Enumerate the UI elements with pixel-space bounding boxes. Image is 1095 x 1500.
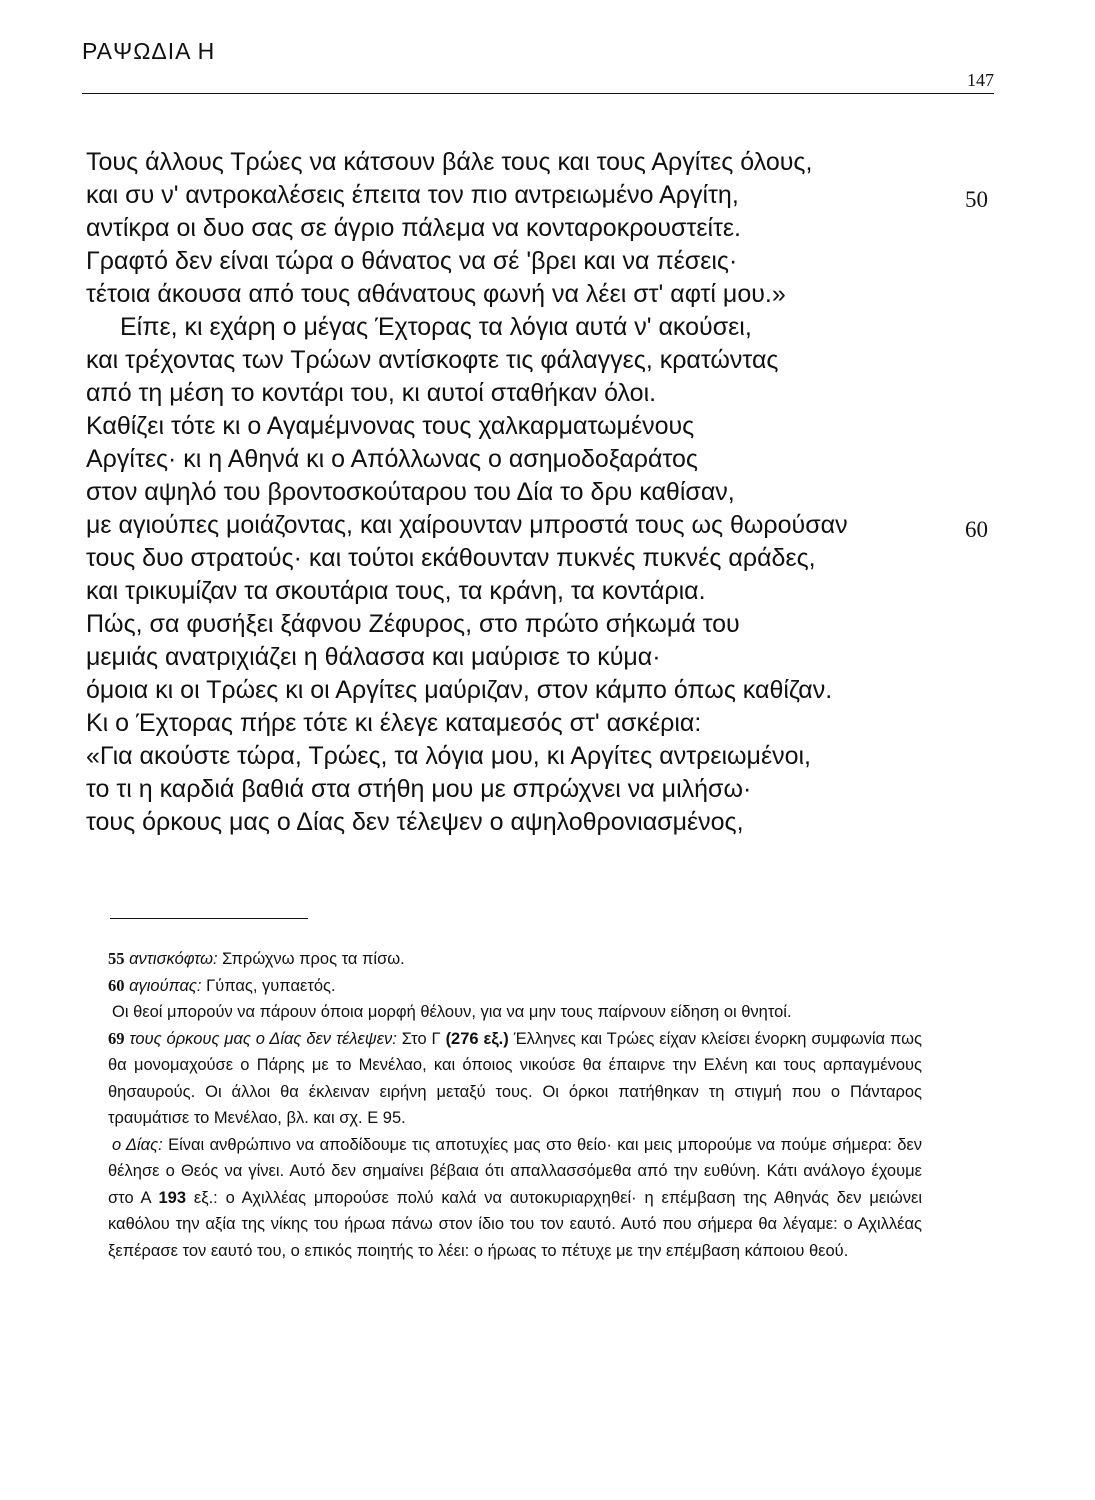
verse-text: στον αψηλό του βροντοσκούταρου του Δία το δρυ καθίσαν, (86, 478, 735, 506)
verse-line (86, 344, 996, 377)
verse-text: τους δυο στρατούς· και τούτοι εκάθουνταν πυκνές πυκνές αράδες, (86, 544, 816, 572)
footnote-60 (108, 973, 922, 1000)
verse-text: από τη μέση το κοντάρι του, κι αυτοί σταθήκαν όλοι. (86, 379, 657, 407)
verse-line (86, 278, 996, 311)
footnote-text: Σπρώχνω προς τα πίσω. (222, 950, 405, 968)
verse-line (86, 179, 996, 212)
line-number: 60 (965, 517, 988, 542)
verse-text: Καθίζει τότε κι ο Αγαμέμνονας τους χαλκαρματωμένους (86, 412, 695, 440)
verse-line (86, 410, 996, 443)
footnote-text: Έλληνες και Τρώες είχαν κλείσει ένορκη συμφωνία πως θα μονομαχούσε ο Πάρης με το Μενέλαο, και όποιος νικούσε θα έπαιρνε την Ελένη και τους αρπαγμένους θησαυρούς. Οι άλλοι θα έκλειναν ειρήνη μεταξύ τους. Οι όρκοι πατήθηκαν τη στιγμή που ο Πάνταρος τραυμάτισε το Μενέλαο, βλ. και σχ. Ε 95. (108, 1029, 922, 1127)
line-number: 50 (965, 187, 988, 212)
verse-text: και τρικυμίζαν τα σκουτάρια τους, τα κράνη, τα κοντάρια. (86, 577, 706, 605)
footnote-text: Στο Γ (401, 1029, 441, 1048)
verse-line (86, 377, 996, 410)
verse-text: Γραφτό δεν είναι τώρα ο θάνατος να σέ 'βρει και να πέσεις· (86, 247, 738, 275)
page-header (82, 38, 994, 94)
running-head: ΡΑΨΩΔΙΑ Η (82, 38, 216, 64)
verse-line (86, 212, 996, 245)
verse-line (86, 509, 996, 542)
footnote-lemma: ο Δίας: (112, 1135, 163, 1154)
verse-line (86, 608, 996, 641)
footnote-number: 60 (108, 975, 125, 995)
footnote-reference: 193 (158, 1188, 187, 1207)
verse-text: όμοια κι οι Τρώες κι οι Αργίτες μαύριζαν, στον κάμπο όπως καθίζαν. (86, 676, 833, 704)
verse-line (86, 575, 996, 608)
verse-line (86, 146, 996, 179)
footnote-number: 69 (108, 1028, 125, 1048)
verse-text: αντίκρα οι δυο σας σε άγριο πάλεμα να κονταροκρουστείτε. (86, 214, 741, 242)
footnote-text: Οι θεοί μπορούν να πάρουν όποια μορφή θέλουν, για να μην τους παίρνουν είδηση οι θνητοί. (112, 1003, 792, 1021)
footnote-lemma: τους όρκους μας ο Δίας δεν τέλεψεν: (129, 1029, 397, 1048)
verse-text: με αγιούπες μοιάζοντας, και χαίρουνταν μπροστά τους ως θωρούσαν (86, 511, 848, 539)
footnote-rule (110, 918, 308, 919)
verse-text: Κι ο Έχτορας πήρε τότε κι έλεγε καταμεσός στ' ασκέρια: (86, 709, 702, 737)
verse-text: Πώς, σα φυσήξει ξάφνου Ζέφυρος, στο πρώτο σήκωμά του (86, 610, 740, 638)
footnote-text: Γύπας, γυπαετός. (206, 976, 336, 995)
header-rule (82, 93, 994, 94)
verse-line (86, 806, 996, 839)
verse-text: «Για ακούστε τώρα, Τρώες, τα λόγια μου, κι Αργίτες αντρειωμένοι, (86, 742, 811, 770)
verse-line (86, 443, 996, 476)
page-number: 147 (967, 70, 994, 90)
verse-text: και συ ν' αντροκαλέσεις έπειτα τον πιο αντρειωμένο Αργίτη, (86, 181, 739, 209)
footnote-number: 55 (108, 949, 125, 968)
footnote-lemma: αντισκόφτω: (129, 950, 218, 968)
footnote-lemma: αγιούπας: (129, 976, 202, 995)
footnote-69 (108, 1026, 922, 1132)
verse-line (86, 740, 996, 773)
verse-text: Αργίτες· κι η Αθηνά κι ο Απόλλωνας ο ασημοδοξαράτος (86, 445, 698, 473)
verse-text: τους όρκους μας ο Δίας δεν τέλεψεν ο αψηλοθρονιασμένος, (86, 808, 744, 836)
footnote-55 (108, 946, 922, 973)
verse-text: τέτοια άκουσα από τους αθάνατους φωνή να λέει στ' αφτί μου.» (86, 280, 786, 308)
footnote-60-continued (108, 999, 922, 1026)
verse-line (86, 707, 996, 740)
verse-text: Τους άλλους Τρώες να κάτσουν βάλε τους και τους Αργίτες όλους, (86, 148, 813, 176)
poem-text (86, 146, 996, 839)
verse-line (86, 641, 996, 674)
verse-line (86, 674, 996, 707)
footnote-reference: (276 εξ.) (445, 1029, 509, 1048)
footnotes (108, 946, 922, 1264)
verse-line (86, 311, 996, 344)
verse-text: το τι η καρδιά βαθιά στα στήθη μου με σπρώχνει να μιλήσω· (86, 775, 752, 803)
verse-line (86, 773, 996, 806)
footnote-69-continued (108, 1132, 922, 1265)
verse-line (86, 476, 996, 509)
verse-line (86, 542, 996, 575)
verse-text: μεμιάς ανατριχιάζει η θάλασσα και μαύρισε το κύμα· (86, 643, 661, 671)
footnote-text: Είναι ανθρώπινο να αποδίδουμε τις αποτυχίες μας στο θείο· και μεις μπορούμε να πούμε σήμερα: δεν θέλησε ο Θεός να γίνει. Αυτό δεν σημαίνει βέβαια ότι απαλλασσόμεθα από την ευθύνη. Κάτι ανάλογο έχουμε στο Α (108, 1135, 922, 1207)
verse-text: και τρέχοντας των Τρώων αντίσκοφτε τις φάλαγγες, κρατώντας (86, 346, 779, 374)
footnote-text: εξ.: ο Αχιλλέας μπορούσε πολύ καλά να αυτοκυριαρχηθεί· η επέμβαση της Αθηνάς δεν μειώνει καθόλου την αξία της νίκης του ήρωα πάνω στον ίδιο του τον εαυτό. Αυτό που σήμερα θα λέγαμε: ο Αχιλλέας ξεπέρασε τον εαυτό του, ο επικός ποιητής το λέει: ο ήρωας το πέτυχε με την επέμβαση κάποιου θεού. (108, 1188, 923, 1260)
verse-line (86, 245, 996, 278)
verse-text: Είπε, κι εχάρη ο μέγας Έχτορας τα λόγια αυτά ν' ακούσει, (120, 313, 752, 341)
